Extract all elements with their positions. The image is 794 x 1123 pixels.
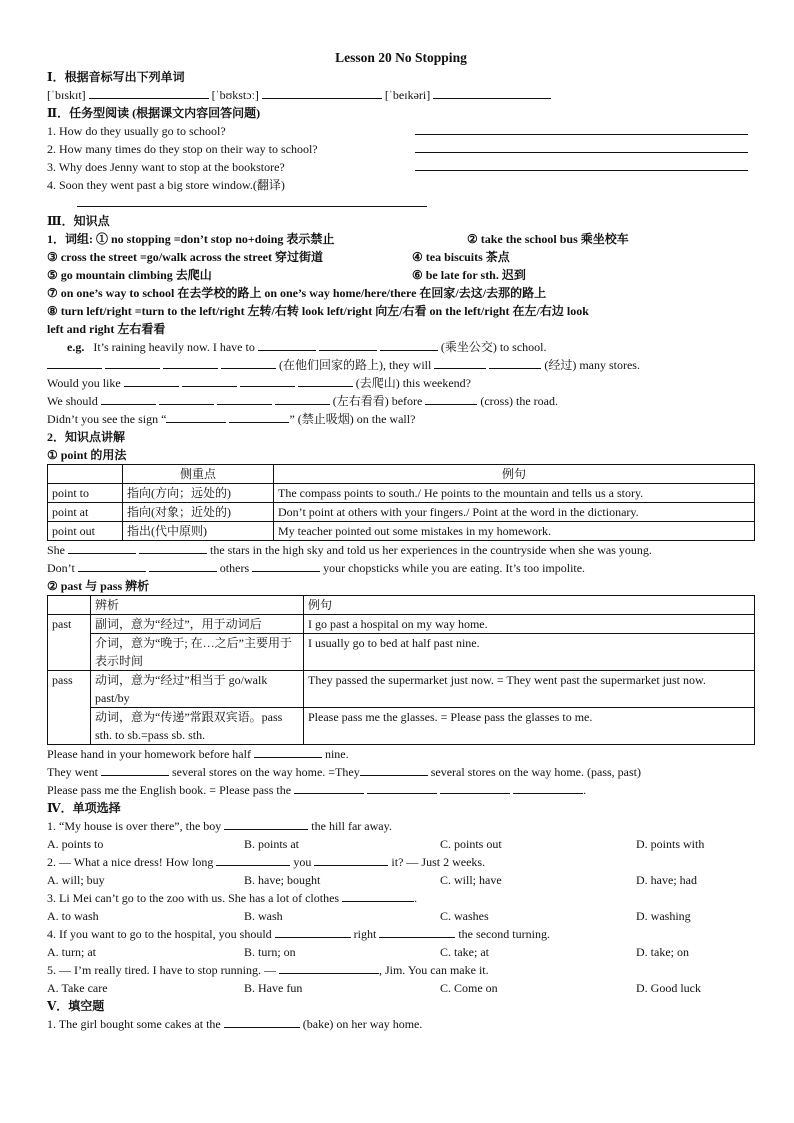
reading-question: 4. Soon they went past a big store window.(翻译) (47, 178, 285, 192)
past-exercise-1: Please hand in your homework before half nine. (47, 747, 349, 761)
option-c[interactable]: C. will; have (440, 873, 502, 887)
mc-question-1: 1. “My house is over there”, the boy the hill far away. (47, 819, 392, 833)
table-header-row: 辨析 例句 (48, 596, 755, 615)
fill-question-1: 1. The girl bought some cakes at the (bake) on her way home. (47, 1017, 423, 1031)
answer-blank[interactable] (319, 338, 377, 351)
example-4: We should (左右看看) before (cross) the road. (47, 394, 558, 408)
answer-blank[interactable] (229, 410, 289, 423)
past-pass-table (47, 595, 755, 745)
answer-blank[interactable] (513, 781, 583, 794)
phrase-7: ⑦ on one’s way to school 在去学校的路上 on one’s way home/here/there 在回家/去这/去那的路上 (47, 286, 547, 300)
answer-blank[interactable] (294, 781, 364, 794)
answer-blank[interactable] (89, 86, 209, 99)
option-c[interactable]: C. washes (440, 909, 489, 923)
option-b[interactable]: B. points at (244, 837, 300, 851)
option-b[interactable]: B. have; bought (244, 873, 321, 887)
answer-blank[interactable] (254, 745, 322, 758)
table-row: past 副词，意为“经过”，用于动词后 I go past a hospital on my way home. (48, 615, 755, 634)
reading-question: 2. How many times do they stop on their way to school? (47, 140, 755, 158)
answer-blank[interactable] (252, 559, 320, 572)
past-pass-heading: ② past 与 pass 辨析 (47, 579, 150, 593)
phrase-6: ⑥ be late for sth. 迟到 (412, 268, 526, 282)
phrase-row: 1．词组: ① no stopping =don’t stop no+doing 表示禁止 ② take the school bus 乘坐校车 (47, 232, 629, 246)
point-heading: ① point 的用法 (47, 448, 127, 462)
answer-blank[interactable] (434, 356, 486, 369)
section-1-heading: Ⅰ．根据音标写出下列单词 (47, 70, 185, 84)
answer-blank[interactable] (101, 392, 156, 405)
answer-blank[interactable] (77, 194, 427, 207)
option-d[interactable]: D. points with (636, 837, 705, 851)
option-d[interactable]: D. washing (636, 909, 691, 923)
answer-blank[interactable] (68, 541, 136, 554)
answer-blank[interactable] (149, 559, 217, 572)
answer-blank[interactable] (433, 86, 551, 99)
page-title: Lesson 20 No Stopping (335, 50, 467, 65)
option-b[interactable]: B. turn; on (244, 945, 296, 959)
mc-options-4 (47, 943, 755, 961)
option-a[interactable]: A. turn; at (47, 945, 96, 959)
translation-line (47, 194, 755, 212)
point-usage-table (47, 464, 755, 541)
mc-options-2 (47, 871, 755, 889)
example-3: Would you like (去爬山) this weekend? (47, 376, 472, 390)
answer-blank[interactable] (224, 817, 308, 830)
answer-blank[interactable] (78, 559, 146, 572)
answer-blank[interactable] (415, 158, 748, 171)
answer-blank[interactable] (367, 781, 437, 794)
answer-blank[interactable] (47, 356, 102, 369)
answer-blank[interactable] (342, 889, 414, 902)
answer-blank[interactable] (279, 961, 379, 974)
phrase-2: ② take the school bus 乘坐校车 (467, 232, 629, 246)
answer-blank[interactable] (380, 338, 438, 351)
answer-blank[interactable] (415, 122, 748, 135)
phrase-5: ⑤ go mountain climbing 去爬山 (47, 268, 212, 282)
example-2: (在他们回家的路上), they will (经过) many stores. (47, 356, 755, 374)
phrase-4: ④ tea biscuits 茶点 (412, 250, 510, 264)
option-a[interactable]: A. will; buy (47, 873, 105, 887)
table-row: point out 指出(代中原则) My teacher pointed out some mistakes in my homework. (48, 522, 755, 541)
section-4-heading: Ⅳ．单项选择 (47, 801, 121, 815)
answer-blank[interactable] (124, 374, 179, 387)
answer-blank[interactable] (139, 541, 207, 554)
option-d[interactable]: D. take; on (636, 945, 689, 959)
phonetic-1: [ˈbɪskɪt] (47, 88, 86, 102)
mc-options-3 (47, 907, 755, 925)
past-exercise-2: They went several stores on the way home. =They several stores on the way home. (pass, past) (47, 765, 641, 779)
answer-blank[interactable] (216, 853, 290, 866)
phrase-8-cont: left and right 左右看看 (47, 322, 166, 336)
phrase-8: ⑧ turn left/right =turn to the left/right 左转/右转 look left/right 向左/右看 on the left/right 在左/右边 look (47, 304, 589, 318)
answer-blank[interactable] (262, 86, 382, 99)
table-header-row: 侧重点 例句 (48, 465, 755, 484)
mc-question-5: 5. — I’m really tired. I have to stop running. — , Jim. You can make it. (47, 963, 489, 977)
answer-blank[interactable] (240, 374, 295, 387)
option-c[interactable]: C. Come on (440, 981, 498, 995)
answer-blank[interactable] (425, 392, 477, 405)
table-row: point to 指向(方向；远处的) The compass points to south./ He points to the mountain and tells us a story. (48, 484, 755, 503)
option-a[interactable]: A. Take care (47, 981, 108, 995)
option-b[interactable]: B. Have fun (244, 981, 303, 995)
table-row: 动词，意为“传递”常跟双宾语。pass sth. to sb.=pass sb. sth. Please pass me the glasses. = Please pass the glasses to me. (48, 708, 755, 745)
option-b[interactable]: B. wash (244, 909, 283, 923)
phonetic-row (47, 86, 755, 104)
phrase-row (47, 248, 755, 266)
section-3-heading: Ⅲ．知识点 (47, 214, 110, 228)
option-a[interactable]: A. points to (47, 837, 104, 851)
option-d[interactable]: D. have; had (636, 873, 697, 887)
phrase-3: ③ cross the street =go/walk across the street 穿过街道 (47, 250, 323, 264)
example-5: Didn’t you see the sign “ ” (禁止吸烟) on the wall? (47, 412, 416, 426)
point-exercise-1: She the stars in the high sky and told us her experiences in the countryside when she was young. (47, 543, 652, 557)
reading-question: 3. Why does Jenny want to stop at the bookstore? (47, 158, 755, 176)
option-a[interactable]: A. to wash (47, 909, 99, 923)
answer-blank[interactable] (258, 338, 316, 351)
example-1: e.g. It’s raining heavily now. I have to (乘坐公交) to school. (67, 340, 547, 354)
answer-blank[interactable] (379, 925, 455, 938)
answer-blank[interactable] (275, 392, 330, 405)
table-row: pass 动词，意为“经过”相当于 go/walk past/by They passed the supermarket just now. = They went past the supermarket just now. (48, 671, 755, 708)
point-exercise-2: Don’t others your chopsticks while you are eating. It’s too impolite. (47, 561, 586, 575)
phonetic-3: [ˈbeɪkəri] (384, 88, 431, 102)
answer-blank[interactable] (275, 925, 351, 938)
phrase-row (47, 266, 755, 284)
answer-blank[interactable] (440, 781, 510, 794)
table-row: 介词，意为“晚于; 在…之后”主要用于表示时间 I usually go to bed at half past nine. (48, 634, 755, 671)
answer-blank[interactable] (101, 763, 169, 776)
answer-blank[interactable] (182, 374, 237, 387)
answer-blank[interactable] (360, 763, 428, 776)
mc-question-4: 4. If you want to go to the hospital, you should right the second turning. (47, 927, 550, 941)
past-exercise-3: Please pass me the English book. = Please pass the . (47, 783, 587, 797)
option-c[interactable]: C. take; at (440, 945, 489, 959)
worksheet (47, 48, 755, 1033)
section-5-heading: Ⅴ．填空题 (47, 999, 105, 1013)
answer-blank[interactable] (221, 356, 276, 369)
answer-blank[interactable] (489, 356, 541, 369)
phrase-1: ① no stopping =don’t stop no+doing 表示禁止 (96, 232, 335, 246)
answer-blank[interactable] (217, 392, 272, 405)
mc-question-3: 3. Li Mei can’t go to the zoo with us. She has a lot of clothes . (47, 891, 418, 905)
phonetic-2: [ˈbʊkstɔː] (211, 88, 259, 102)
answer-blank[interactable] (415, 140, 748, 153)
mc-question-2: 2. — What a nice dress! How long you it? — Just 2 weeks. (47, 855, 486, 869)
section-2-heading: Ⅱ．任务型阅读 (根据课文内容回答问题) (47, 106, 261, 120)
answer-blank[interactable] (159, 392, 214, 405)
answer-blank[interactable] (163, 356, 218, 369)
mc-options-1 (47, 835, 755, 853)
option-d[interactable]: D. Good luck (636, 981, 701, 995)
answer-blank[interactable] (105, 356, 160, 369)
option-c[interactable]: C. points out (440, 837, 502, 851)
answer-blank[interactable] (166, 410, 226, 423)
answer-blank[interactable] (314, 853, 388, 866)
explain-heading: 2．知识点讲解 (47, 430, 126, 444)
reading-question: 1. How do they usually go to school? (47, 122, 755, 140)
answer-blank[interactable] (298, 374, 353, 387)
table-row: point at 指向(对象；近处的) Don’t point at others with your fingers./ Point at the word in the dictionary. (48, 503, 755, 522)
mc-options-5 (47, 979, 755, 997)
answer-blank[interactable] (224, 1015, 300, 1028)
